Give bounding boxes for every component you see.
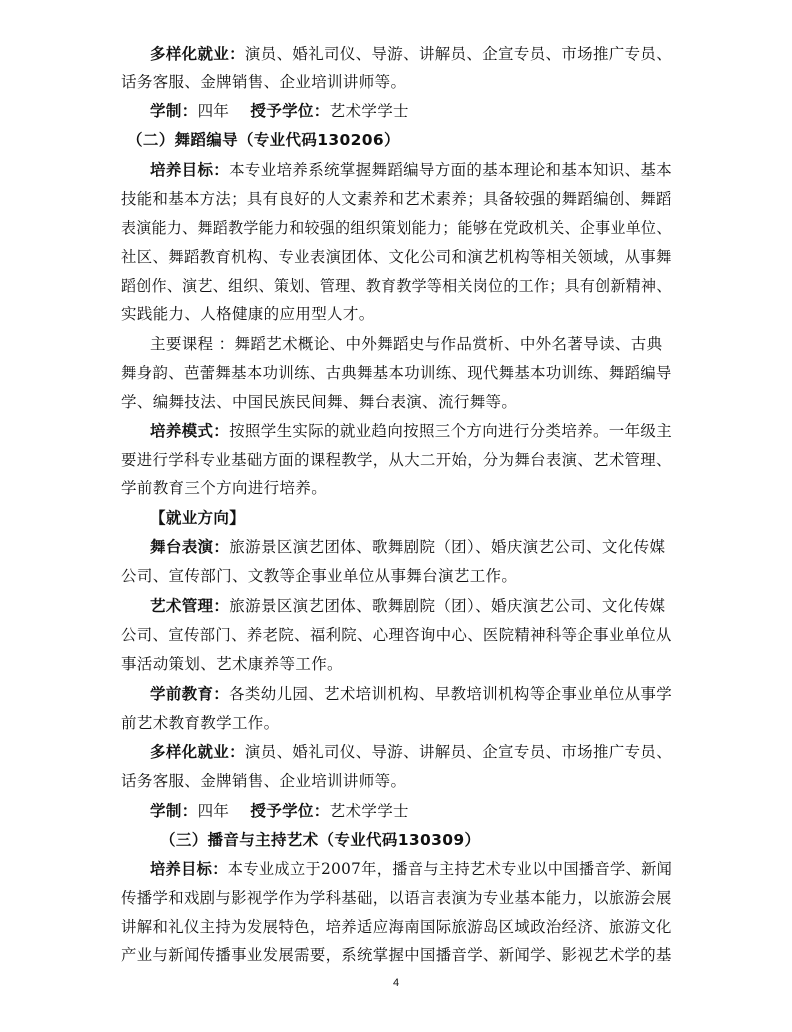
text-line [121,771,406,791]
text-run: 艺术学学士 [329,802,409,820]
text-line [121,450,672,470]
text-line [121,304,375,324]
text-line [121,888,672,908]
text-run: 演员、婚礼司仪、导游、讲解员、企宣专员、市场推广专员、 [244,45,673,63]
text-line [121,478,327,498]
text-run: 舞身韵、芭蕾舞基本功训练、古典舞基本功训练、现代舞基本功训练、舞蹈编导 [121,364,672,382]
text-line [121,276,672,296]
bold-label: 多样化就业： [150,743,245,761]
text-run: 旅游景区演艺团体、歌舞剧院（团）、婚庆演艺公司、文化传媒 [229,597,666,615]
text-line [121,218,672,238]
text-line [150,596,665,616]
text-run: 技能和基本方法；具有良好的人文素养和艺术素养；具备较强的舞蹈编创、舞蹈 [121,190,672,208]
text-line [121,189,672,209]
bold-label: （三）播音与主持艺术（专业代码130309） [160,831,481,849]
text-line [150,101,409,121]
bold-label: （二）舞蹈编导（专业代码130206） [127,131,400,149]
text-line [121,917,672,937]
text-run: 实践能力、人格健康的应用型人才。 [121,305,375,323]
text-run: 旅游景区演艺团体、歌舞剧院（团）、婚庆演艺公司、文化传媒 [229,538,666,556]
bold-label: 多样化就业： [150,45,245,63]
bold-label: 学前教育： [150,685,230,703]
text-line [121,713,280,733]
bold-label: 【就业方向】 [150,509,246,527]
text-line [150,421,672,441]
bold-label: 学制： [150,802,198,820]
page-number: 4 [392,977,400,989]
text-run: 事活动策划、艺术康养等工作。 [121,655,343,673]
bold-label: 艺术管理： [150,597,230,615]
text-line [150,334,662,354]
text-run: 本专业培养系统掌握舞蹈编导方面的基本理论和基本知识、基本 [229,161,673,179]
text-run: 前艺术教育教学工作。 [121,714,280,732]
text-run: 社区、舞蹈教育机构、专业表演团体、文化公司和演艺机构等相关领域，从事舞 [121,248,672,266]
bold-label: 培养模式： [150,422,230,440]
bold-label: 授予学位： [250,802,330,820]
text-run: 演员、婚礼司仪、导游、讲解员、企宣专员、市场推广专员、 [244,743,673,761]
bold-label: 授予学位： [250,102,330,120]
text-run: 主要课程 ：舞蹈艺术概论、中外舞蹈史与作品赏析、中外名著导读、古典 [150,335,663,353]
text-run: 学、编舞技法、中国民族民间舞、舞台表演、流行舞等。 [121,393,518,411]
text-line [150,508,245,528]
text-line [150,537,665,557]
text-line [121,654,343,674]
text-run: 艺术学学士 [329,102,409,120]
text-run: 蹈创作、演艺、组织、策划、管理、教育教学等相关岗位的工作；具有创新精神、 [121,277,672,295]
text-line [121,566,517,586]
text-line [150,684,672,704]
text-run: 话务客服、金牌销售、企业培训讲师等。 [121,772,407,790]
text-run: 公司、宣传部门、文教等企事业单位从事舞台演艺工作。 [121,567,518,585]
text-run: 产业与新闻传播事业发展需要，系统掌握中国播音学、新闻学、影视艺术学的基 [121,946,672,964]
text-line [150,44,672,64]
text-run: 本专业成立于2007年，播音与主持艺术专业以中国播音学、新闻 [227,860,673,878]
text-run: 四年 [197,802,251,820]
text-line [150,859,672,879]
text-line [160,830,480,850]
text-line [121,945,672,965]
bold-label: 学制： [150,102,198,120]
text-line [121,625,672,645]
text-run: 表演能力、舞蹈教学能力和较强的组织策划能力；能够在党政机关、企事业单位、 [121,219,672,237]
text-line [121,392,517,412]
text-line [121,247,672,267]
bold-label: 培养目标： [150,860,228,878]
text-line [121,72,406,92]
text-run: 学前教育三个方向进行培养。 [121,479,328,497]
text-run: 传播学和戏剧与影视学作为学科基础，以语言表演为专业基本能力，以旅游会展 [121,889,672,907]
text-run: 公司、宣传部门、养老院、福利院、心理咨询中心、医院精神科等企事业单位从 [121,626,672,644]
text-line [150,160,672,180]
text-line [127,130,400,150]
text-run: 讲解和礼仪主持为发展特色，培养适应海南国际旅游岛区域政治经济、旅游文化 [121,918,672,936]
text-run: 要进行学科专业基础方面的课程教学，从大二开始，分为舞台表演、艺术管理、 [121,451,672,469]
text-line [150,801,409,821]
text-run: 话务客服、金牌销售、企业培训讲师等。 [121,73,407,91]
text-run: 按照学生实际的就业趋向按照三个方向进行分类培养。一年级主 [229,422,673,440]
text-run: 各类幼儿园、艺术培训机构、早教培训机构等企事业单位从事学 [229,685,673,703]
text-run: 四年 [197,102,251,120]
bold-label: 培养目标： [150,161,230,179]
text-line [121,363,672,383]
bold-label: 舞台表演： [150,538,230,556]
text-line [150,742,672,762]
